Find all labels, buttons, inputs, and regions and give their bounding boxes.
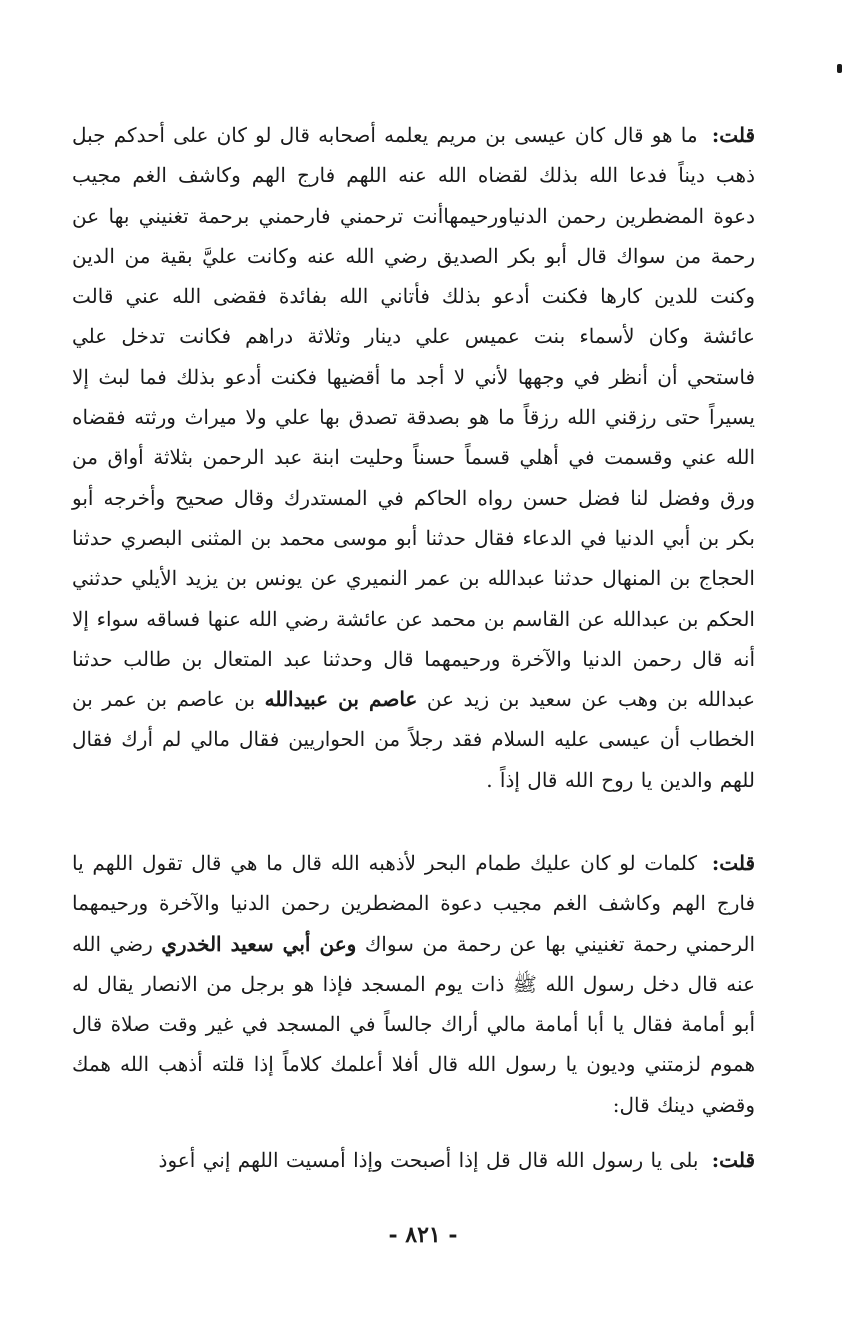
paragraph-text: بلى يا رسول الله قال قل إذا أصبحت وإذا أمسيت اللهم إني أعوذ bbox=[158, 1148, 699, 1172]
paragraph-1 bbox=[72, 115, 755, 800]
bold-narrator-name: عاصم بن عبيدالله bbox=[264, 687, 418, 712]
bold-narrator-name: وعن أبي سعيد الخدري bbox=[161, 931, 357, 956]
paragraph-3 bbox=[72, 1140, 755, 1180]
paragraph-text: رضي الله عنه قال دخل رسول الله ﷺ ذات يوم المسجد فإذا هو برجل من الانصار يقال له أبو أمامة فقال يا أبا أمامة مالي أراك جالساً في المسجد في غير وقت صلاة قال هموم لزمتني وديون يا رسول الله قال أفلا أعلمك كلاماً إذا قلته أذهب الله همك وقضي دينك قال: bbox=[72, 931, 755, 1117]
margin-mark bbox=[837, 64, 842, 73]
paragraph-text: بن عاصم بن عمر بن الخطاب أن عيسى عليه السلام فقد رجلاً من الحواريين فقال مالي لم أرك فقال للهم والدين يا روح الله قال إذاً . bbox=[72, 687, 755, 792]
paragraph-lead-word: قلت: bbox=[711, 123, 756, 147]
paragraph-text: كلمات لو كان عليك طمام البحر لأذهبه الله قال ما هي قال تقول اللهم يا فارج الهم وكاشف الغم مجيب دعوة المضطرين رحمن الدنيا والآخرة ورحيمهما الرحمني رحمة تغنيني بها عن رحمة من سواك bbox=[72, 851, 756, 956]
paragraph-lead-word: قلت: bbox=[711, 851, 756, 875]
paragraph-2 bbox=[72, 843, 755, 1125]
page-number: - ٨٢١ - bbox=[388, 1222, 458, 1248]
paragraph-lead-word: قلت: bbox=[711, 1148, 755, 1172]
paragraph-text: ما هو قال كان عيسى بن مريم يعلمه أصحابه قال لو كان على أحدكم جبل ذهب ديناً فدعا الله بذلك لقضاه الله عنه اللهم فارج الهم وكاشف الغم مجيب دعوة المضطرين رحمن الدنياورحيمهاأنت ترحمني فارحمني برحمة تغنيني بها عن رحمة من سواك قال أبو بكر الصديق رضي الله عنه وكانت عليَّ بقية من الدين وكنت للدين كارها فكنت أدعو بذلك فأتاني الله بفائدة فقضى الله عني قالت عائشة وكان لأسماء بنت عميس علي دينار وثلاثة دراهم فكانت تدخل علي فاستحي أن أنظر في وجهها لأني لا أجد ما أقضيها فكنت أدعو بذلك فما لبث إلا يسيراً حتى رزقني الله رزقاً ما هو بصدقة تصدق بها علي ولا ميراث ورثته فقضاه الله عني وقسمت في أهلي قسماً حسناً وحليت ابنة عبد الرحمن بثلاثة أواق من ورق وفضل لنا فضل حسن رواه الحاكم في المستدرك وقال صحيح وأخرجه أبو بكر بن أبي الدنيا في الدعاء فقال حدثنا أبو موسى محمد بن المثنى البصري حدثنا الحجاج بن المنهال حدثنا عبدالله بن عمر النميري عن يونس بن يزيد الأيلي حدثني الحكم بن عبدالله عن القاسم بن محمد عن عائشة رضي الله عنها فساقه سواء إلا أنه قال رحمن الدنيا والآخرة ورحيمهما قال وحدثنا عبد المتعال بن طالب حدثنا عبدالله بن وهب عن سعيد بن زيد عن bbox=[72, 123, 756, 712]
